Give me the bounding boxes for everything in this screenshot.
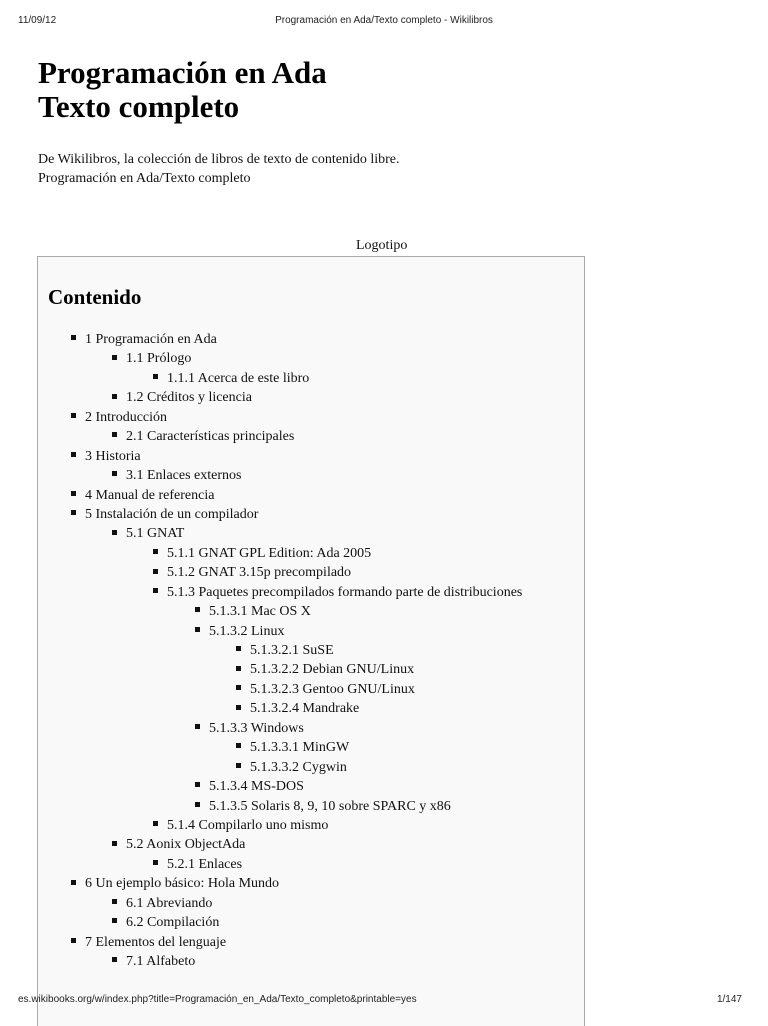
toc-entry[interactable]	[38, 835, 586, 854]
toc-entry[interactable]	[38, 466, 586, 485]
bullet-icon	[71, 452, 76, 457]
page-path: Programación en Ada/Texto completo	[38, 171, 251, 186]
toc-entry-link[interactable]: 7 Elementos del lenguaje	[85, 934, 227, 950]
print-doc-title: Programación en Ada/Texto completo - Wikilibros	[275, 15, 493, 26]
bullet-icon	[236, 646, 241, 651]
bullet-icon	[112, 957, 117, 962]
toc-entry-link[interactable]: 5.1.3.2.2 Debian GNU/Linux	[250, 662, 415, 678]
logo-caption: Logotipo	[356, 238, 408, 253]
toc-entry-link[interactable]: 5.1.3.3.2 Cygwin	[250, 759, 347, 775]
toc-entry[interactable]	[38, 660, 586, 679]
toc-entry-link[interactable]: 5.2 Aonix ObjectAda	[126, 837, 246, 853]
bullet-icon	[112, 530, 117, 535]
toc-entry[interactable]	[38, 913, 586, 932]
bullet-icon	[71, 413, 76, 418]
toc-entry-link[interactable]: 5.1.3.2 Linux	[209, 623, 285, 639]
bullet-icon	[112, 841, 117, 846]
toc-entry-link[interactable]: 5.1.3.4 MS-DOS	[209, 779, 304, 795]
toc-entry[interactable]	[38, 738, 586, 757]
toc-entry[interactable]	[38, 486, 586, 505]
toc-entry-link[interactable]: 1 Programación en Ada	[85, 332, 217, 347]
toc-entry-link[interactable]: 5.1.3 Paquetes precompilados formando parte de distribuciones	[167, 584, 523, 600]
toc-entry-link[interactable]: 5.1.1 GNAT GPL Edition: Ada 2005	[167, 545, 372, 561]
table-of-contents	[37, 256, 585, 1026]
toc-entry-link[interactable]: 5.1.3.2.1 SuSE	[250, 643, 334, 658]
bullet-icon	[71, 335, 76, 340]
bullet-icon	[195, 782, 200, 787]
bullet-icon	[112, 918, 117, 923]
bullet-icon	[195, 802, 200, 807]
toc-entry[interactable]	[38, 797, 586, 816]
toc-entry[interactable]	[38, 544, 586, 563]
site-tagline: De Wikilibros, la colección de libros de texto de contenido libre.	[38, 152, 400, 167]
toc-entry[interactable]	[38, 933, 586, 952]
bullet-icon	[195, 724, 200, 729]
bullet-icon	[236, 763, 241, 768]
bullet-icon	[236, 685, 241, 690]
bullet-icon	[236, 666, 241, 671]
page-title	[38, 56, 327, 124]
toc-entry-link[interactable]: 6.1 Abreviando	[126, 895, 213, 911]
toc-entry-link[interactable]: 2 Introducción	[85, 409, 168, 425]
page-title-line-1: Programación en Ada	[38, 55, 327, 90]
bullet-icon	[112, 432, 117, 437]
bullet-icon	[236, 743, 241, 748]
toc-entry[interactable]	[38, 602, 586, 621]
toc-entry-link[interactable]: 4 Manual de referencia	[85, 487, 215, 503]
toc-entry[interactable]	[38, 894, 586, 913]
toc-entry-link[interactable]: 6 Un ejemplo básico: Hola Mundo	[85, 876, 280, 892]
toc-entry[interactable]	[38, 777, 586, 796]
toc-entry-link[interactable]: 5.2.1 Enlaces	[167, 856, 243, 872]
print-header	[0, 15, 768, 31]
toc-entry[interactable]	[38, 524, 586, 543]
bullet-icon	[153, 860, 158, 865]
toc-entry[interactable]	[38, 680, 586, 699]
toc-entry[interactable]	[38, 408, 586, 427]
toc-entry[interactable]	[38, 699, 586, 718]
toc-entry-link[interactable]: 5.1 GNAT	[126, 526, 185, 542]
bullet-icon	[153, 821, 158, 826]
bullet-icon	[112, 471, 117, 476]
page-title-line-2: Texto completo	[38, 89, 240, 124]
toc-title: Contenido	[48, 285, 142, 309]
bullet-icon	[153, 374, 158, 379]
toc-entry[interactable]	[38, 369, 586, 388]
toc-entry[interactable]	[38, 874, 586, 893]
toc-entry-link[interactable]: 5.1.3.3 Windows	[209, 720, 304, 736]
toc-entry-link[interactable]: 5.1.3.1 Mac OS X	[209, 604, 311, 620]
toc-entry-link[interactable]: 5.1.2 GNAT 3.15p precompilado	[167, 565, 352, 581]
toc-entry[interactable]	[38, 583, 586, 602]
toc-entry-link[interactable]: 2.1 Características principales	[126, 429, 295, 445]
toc-entry-link[interactable]: 5.1.3.3.1 MinGW	[250, 740, 350, 756]
toc-entry-link[interactable]: 5.1.3.5 Solaris 8, 9, 10 sobre SPARC y x86	[209, 798, 451, 814]
bullet-icon	[71, 880, 76, 885]
toc-entry[interactable]	[38, 447, 586, 466]
toc-entry[interactable]	[38, 388, 586, 407]
bullet-icon	[71, 938, 76, 943]
toc-entry[interactable]	[38, 505, 586, 524]
toc-entry-link[interactable]: 5 Instalación de un compilador	[85, 506, 259, 522]
toc-entry-link[interactable]: 5.1.3.2.3 Gentoo GNU/Linux	[250, 681, 415, 697]
toc-entry-link[interactable]: 6.2 Compilación	[126, 915, 220, 931]
bullet-icon	[236, 705, 241, 710]
toc-entry-link[interactable]: 3 Historia	[85, 448, 141, 464]
bullet-icon	[195, 607, 200, 612]
toc-entry[interactable]	[38, 349, 586, 368]
bullet-icon	[112, 899, 117, 904]
bullet-icon	[153, 569, 158, 574]
toc-entry[interactable]	[38, 330, 586, 349]
toc-entry[interactable]	[38, 758, 586, 777]
toc-entry[interactable]	[38, 622, 586, 641]
bullet-icon	[112, 394, 117, 399]
toc-entry[interactable]	[38, 427, 586, 446]
toc-entry-link[interactable]: 5.1.4 Compilarlo uno mismo	[167, 817, 329, 833]
toc-entry-link[interactable]: 7.1 Alfabeto	[126, 954, 196, 969]
toc-entry[interactable]	[38, 641, 586, 660]
toc-entry-link[interactable]: 3.1 Enlaces externos	[126, 468, 242, 484]
toc-entry[interactable]	[38, 563, 586, 582]
toc-entry-link[interactable]: 5.1.3.2.4 Mandrake	[250, 701, 360, 717]
toc-entry[interactable]	[38, 855, 586, 874]
bullet-icon	[112, 355, 117, 360]
toc-entry[interactable]	[38, 952, 586, 971]
bullet-icon	[153, 588, 158, 593]
site-subtitle	[38, 150, 400, 188]
toc-entry[interactable]	[38, 816, 586, 835]
toc-entry[interactable]	[38, 719, 586, 738]
toc-entry-link[interactable]: 1.2 Créditos y licencia	[126, 390, 252, 406]
bullet-icon	[153, 549, 158, 554]
bullet-icon	[71, 491, 76, 496]
print-url: es.wikibooks.org/w/index.php?title=Programación_en_Ada/Texto_completo&printable=yes	[18, 994, 417, 1005]
bullet-icon	[71, 510, 76, 515]
toc-list	[38, 330, 586, 971]
print-page-number: 1/147	[716, 994, 742, 1005]
toc-entry-link[interactable]: 1.1 Prólogo	[126, 351, 192, 367]
bullet-icon	[195, 627, 200, 632]
toc-entry-link[interactable]: 1.1.1 Acerca de este libro	[167, 370, 310, 386]
print-date: 11/09/12	[18, 15, 57, 26]
